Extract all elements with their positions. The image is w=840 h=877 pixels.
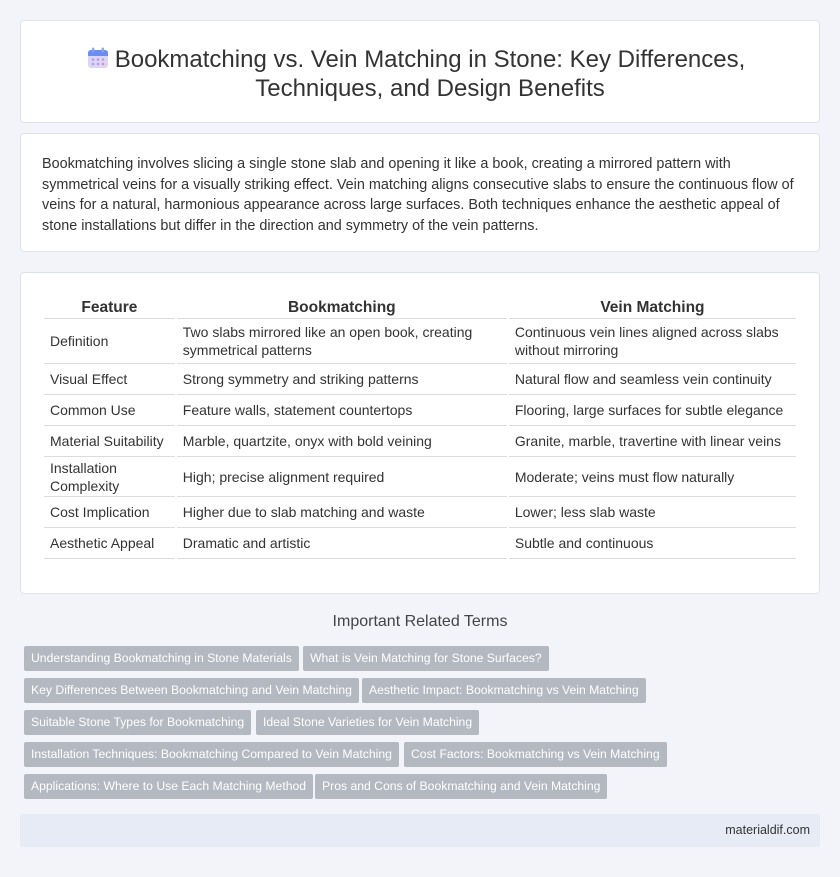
row-feature: Aesthetic Appeal — [44, 528, 175, 559]
table-row — [44, 364, 796, 395]
row-vein-matching: Lower; less slab waste — [509, 497, 796, 528]
related-term-link[interactable]: Ideal Stone Varieties for Vein Matching — [256, 710, 479, 735]
row-feature: Definition — [44, 319, 175, 364]
row-bookmatching: Two slabs mirrored like an open book, creating symmetrical patterns — [177, 319, 507, 364]
row-feature: Installation Complexity — [44, 457, 175, 497]
related-term-link[interactable]: Key Differences Between Bookmatching and Vein Matching — [24, 678, 359, 703]
related-term-link[interactable]: Applications: Where to Use Each Matching Method — [24, 774, 313, 799]
related-term-link[interactable]: Cost Factors: Bookmatching vs Vein Matching — [404, 742, 667, 767]
table-row — [44, 319, 796, 364]
row-bookmatching: High; precise alignment required — [177, 457, 507, 497]
footer-site-link[interactable]: materialdif.com — [725, 823, 810, 837]
comparison-table — [42, 297, 798, 559]
table-row — [44, 426, 796, 457]
related-term-link[interactable]: Pros and Cons of Bookmatching and Vein Matching — [315, 774, 607, 799]
comparison-table-card — [20, 272, 820, 594]
row-feature: Cost Implication — [44, 497, 175, 528]
row-bookmatching: Higher due to slab matching and waste — [177, 497, 507, 528]
table-row — [44, 497, 796, 528]
row-bookmatching: Feature walls, statement countertops — [177, 395, 507, 426]
page-title: Bookmatching vs. Vein Matching in Stone: Key Differences, Techniques, and Design Benefits — [114, 46, 746, 102]
table-header-row — [44, 297, 796, 319]
row-bookmatching: Marble, quartzite, onyx with bold veining — [177, 426, 507, 457]
table-row — [44, 457, 796, 497]
row-vein-matching: Granite, marble, travertine with linear veins — [509, 426, 796, 457]
row-vein-matching: Continuous vein lines aligned across slabs without mirroring — [509, 319, 796, 364]
row-vein-matching: Moderate; veins must flow naturally — [509, 457, 796, 497]
row-feature: Visual Effect — [44, 364, 175, 395]
row-vein-matching: Subtle and continuous — [509, 528, 796, 559]
related-term-link[interactable]: What is Vein Matching for Stone Surfaces? — [303, 646, 549, 671]
related-term-link[interactable]: Suitable Stone Types for Bookmatching — [24, 710, 251, 735]
table-row — [44, 395, 796, 426]
row-feature: Common Use — [44, 395, 175, 426]
header-card — [20, 20, 820, 123]
intro-card — [20, 133, 820, 252]
header-bookmatching: Bookmatching — [177, 297, 507, 319]
related-term-link[interactable]: Installation Techniques: Bookmatching Compared to Vein Matching — [24, 742, 399, 767]
header-feature: Feature — [44, 297, 175, 319]
table-row — [44, 528, 796, 559]
row-vein-matching: Flooring, large surfaces for subtle elegance — [509, 395, 796, 426]
related-term-link[interactable]: Aesthetic Impact: Bookmatching vs Vein Matching — [362, 678, 646, 703]
footer — [20, 814, 820, 847]
row-vein-matching: Natural flow and seamless vein continuity — [509, 364, 796, 395]
row-bookmatching: Dramatic and artistic — [177, 528, 507, 559]
related-term-link[interactable]: Understanding Bookmatching in Stone Materials — [24, 646, 299, 671]
related-terms-title: Important Related Terms — [332, 613, 508, 630]
row-bookmatching: Strong symmetry and striking patterns — [177, 364, 507, 395]
row-feature: Material Suitability — [44, 426, 175, 457]
intro-paragraph: Bookmatching involves slicing a single stone slab and opening it like a book, creating a mirrored pattern with symmetrical veins for a visually striking effect. Vein matching aligns consecutive slabs to ensure the continuous flow of veins for a natural, harmonious appearance across large surfaces. Both techniques enhance the aesthetic appeal of stone installations but differ in the direction and symmetry of the vein patterns. — [42, 156, 794, 234]
header-vein-matching: Vein Matching — [509, 297, 796, 319]
